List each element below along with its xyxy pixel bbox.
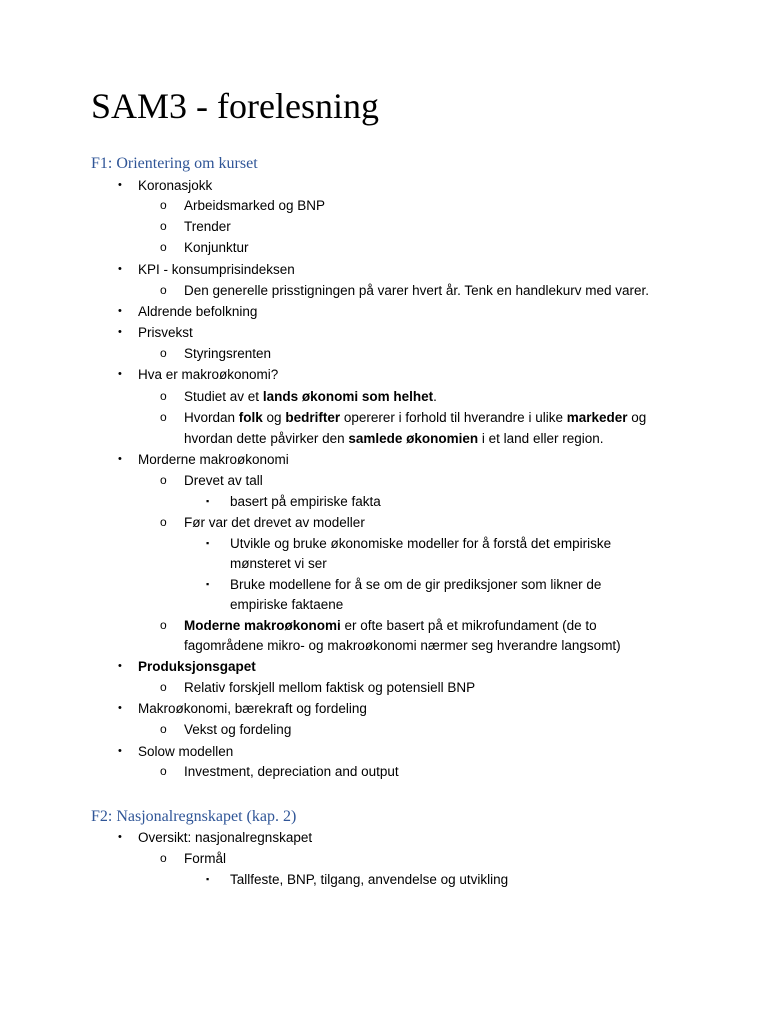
bullet-marker: • (118, 368, 122, 380)
circle-marker: o (160, 680, 167, 694)
circle-marker: o (160, 240, 167, 254)
bullet-marker: • (118, 179, 122, 191)
bullet-marker: • (118, 453, 122, 465)
circle-marker: o (160, 410, 167, 424)
circle-marker: o (160, 283, 167, 297)
bullet-marker: • (118, 305, 122, 317)
circle-marker: o (160, 219, 167, 233)
bullet-marker: • (118, 702, 122, 714)
circle-marker: o (160, 764, 167, 778)
circle-marker: o (160, 515, 167, 529)
circle-marker: o (160, 346, 167, 360)
document-page: SAM3 - forelesning F1: Orientering om kurset • Koronasjokk o Arbeidsmarked og BNP o Trender o Konjunktur • KPI - konsumprisindeksen o Den generelle prisstigningen på varer hvert år. Tenk en handlekurv med varer. • Aldrende befolkning • Prisvekst o Styringsrenten • Hva er makroøkonomi? o Studiet av et lands økonomi som helhet. o Hvordan folk og bedrifter opererer i forhold til hverandre i ulike markeder og hvordan dette påvirker den samlede økonomien i et land eller region. • Morderne makroøkonomi o Drevet av tall ▪ basert på empiriske fakta o Før var det drevet av modeller ▪ Utvikle og bruke økonomiske modeller for å forstå det empiriske mønsteret vi ser ▪ Bruke modellene for å se om de gir prediksjoner som likner de empiriske faktaene o Moderne makroøkonomi er ofte basert på et mikrofundament (de to fagområdene mikro- og makroøkonomi nærmer seg hverandre langsomt) • Produksjonsgapet o Relativ forskjell mellom faktisk og potensiell BNP • Makroøkonomi, bærekraft og fordeling o Vekst og fordeling • Solow modellen o Investment, depreciation and output F2: Nasjonalregnskapet (kap. 2) • Oversikt: nasjonalregnskapet o Formål ▪ Tallfeste, BNP, tilgang, anvendelse og utvikling (0, 0, 768, 1024)
section-heading-f1: F1: Orientering om kurset (91, 155, 258, 172)
bullet-marker: • (118, 745, 122, 757)
circle-marker: o (160, 618, 167, 632)
circle-marker: o (160, 722, 167, 736)
square-marker: ▪ (206, 579, 210, 589)
bullet-marker: • (118, 660, 122, 672)
circle-marker: o (160, 473, 167, 487)
square-marker: ▪ (206, 496, 210, 506)
square-marker: ▪ (206, 538, 210, 548)
document-title: SAM3 - forelesning (91, 86, 379, 126)
square-marker: ▪ (206, 874, 210, 884)
bullet-marker: • (118, 263, 122, 275)
section-heading-f2: F2: Nasjonalregnskapet (kap. 2) (91, 808, 297, 825)
bullet-marker: • (118, 831, 122, 843)
circle-marker: o (160, 389, 167, 403)
circle-marker: o (160, 198, 167, 212)
bullet-marker: • (118, 326, 122, 338)
circle-marker: o (160, 851, 167, 865)
